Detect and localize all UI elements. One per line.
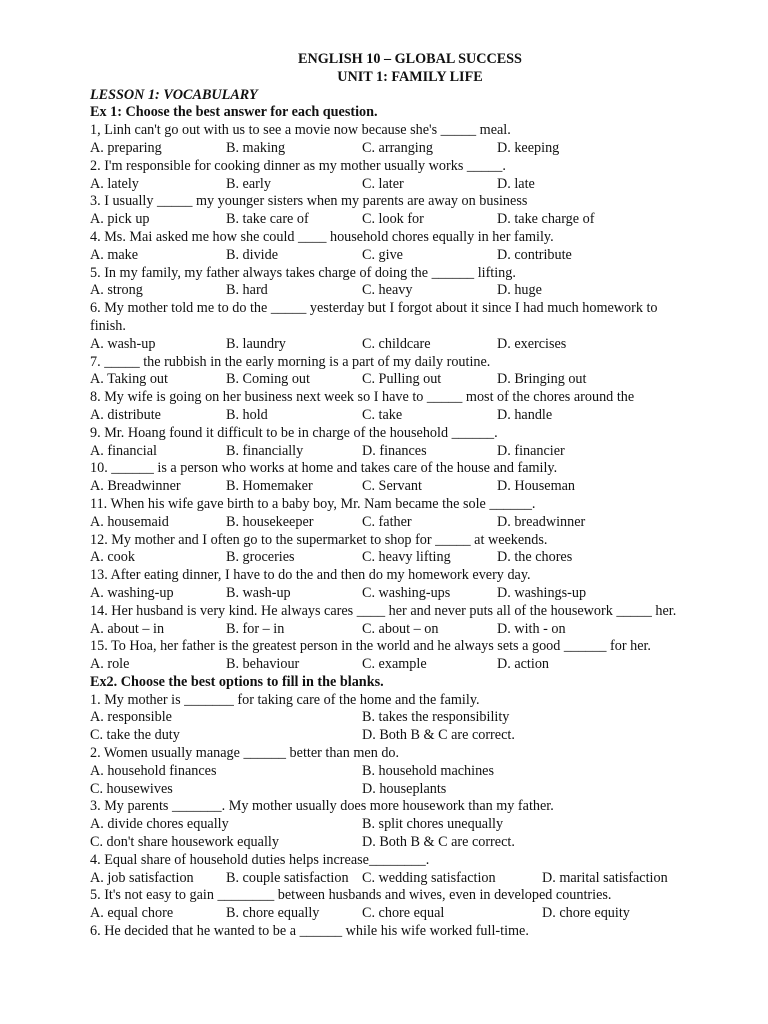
answer-option[interactable]: D. with - on: [497, 620, 566, 637]
question-text: 1. My mother is _______ for taking care of the home and the family.: [90, 691, 480, 708]
answer-options-row: [90, 371, 730, 389]
answer-option[interactable]: D. financier: [497, 442, 565, 459]
answer-option[interactable]: B. takes the responsibility: [362, 709, 510, 726]
answer-option[interactable]: A. strong: [90, 282, 143, 299]
question-text: 2. Women usually manage ______ better than men do.: [90, 745, 400, 762]
ex1-heading: Ex 1: Choose the best answer for each question.: [90, 104, 378, 121]
answer-options-row: [90, 816, 730, 834]
answer-options-row: [90, 336, 730, 354]
question-text: 3. My parents _______. My mother usually does more housework than my father.: [90, 798, 554, 815]
answer-option[interactable]: C. later: [362, 175, 404, 192]
ex2-question-list: [90, 692, 730, 941]
worksheet: [90, 51, 730, 941]
answer-option[interactable]: C. example: [362, 656, 427, 673]
answer-option[interactable]: A. pick up: [90, 211, 150, 228]
answer-option[interactable]: D. Bringing out: [497, 371, 587, 388]
answer-option[interactable]: B. Coming out: [226, 371, 310, 388]
question-text: finish.: [90, 317, 126, 334]
answer-option[interactable]: C. look for: [362, 211, 424, 228]
answer-option[interactable]: B. hard: [226, 282, 268, 299]
answer-option[interactable]: A. about – in: [90, 620, 165, 637]
ex2-heading: Ex2. Choose the best options to fill in the blanks.: [90, 673, 384, 690]
answer-option[interactable]: C. arranging: [362, 139, 433, 156]
answer-option[interactable]: B. take care of: [226, 211, 309, 228]
answer-options-row: [90, 247, 730, 265]
question-text: 12. My mother and I often go to the supermarket to shop for _____ at weekends.: [90, 531, 548, 548]
answer-option[interactable]: A. lately: [90, 175, 139, 192]
answer-option[interactable]: B. for – in: [226, 620, 285, 637]
answer-option[interactable]: B. split chores unequally: [362, 816, 504, 833]
lesson-title: LESSON 1: VOCABULARY: [90, 86, 258, 103]
answer-option[interactable]: C. Pulling out: [362, 371, 442, 388]
answer-option[interactable]: A. equal chore: [90, 905, 174, 922]
answer-option[interactable]: D. chore equity: [542, 905, 630, 922]
ex1-question-list: [90, 122, 730, 674]
answer-options-row: [90, 621, 730, 639]
answer-option[interactable]: D. contribute: [497, 246, 572, 263]
answer-option[interactable]: D. huge: [497, 282, 542, 299]
answer-option[interactable]: C. take the duty: [90, 727, 180, 744]
answer-option[interactable]: B. early: [226, 175, 271, 192]
question-text: 10. ______ is a person who works at home and takes care of the house and family.: [90, 460, 558, 477]
answer-option[interactable]: B. divide: [226, 246, 279, 263]
answer-option[interactable]: D. exercises: [497, 335, 567, 352]
answer-option[interactable]: A. make: [90, 246, 139, 263]
answer-options-row: [90, 709, 730, 727]
question-text: 5. In my family, my father always takes charge of doing the ______ lifting.: [90, 264, 516, 281]
answer-options-row: [90, 407, 730, 425]
answer-options-row: [90, 905, 730, 923]
answer-option[interactable]: D. washings-up: [497, 584, 587, 601]
answer-option[interactable]: C. Servant: [362, 478, 422, 495]
answer-option[interactable]: D. finances: [362, 442, 427, 459]
unit-title: UNIT 1: FAMILY LIFE: [337, 68, 483, 85]
question-text: 11. When his wife gave birth to a baby boy, Mr. Nam became the sole ______.: [90, 495, 536, 512]
answer-option[interactable]: D. keeping: [497, 139, 560, 156]
answer-option[interactable]: C. don't share housework equally: [90, 834, 279, 851]
answer-options-row: [90, 763, 730, 781]
answer-option[interactable]: C. father: [362, 513, 412, 530]
answer-option[interactable]: A. financial: [90, 442, 157, 459]
answer-option[interactable]: D. take charge of: [497, 211, 595, 228]
question-text: 9. Mr. Hoang found it difficult to be in charge of the household ______.: [90, 424, 498, 441]
question-text: 13. After eating dinner, I have to do the and then do my homework every day.: [90, 567, 531, 584]
question-text: 5. It's not easy to gain ________ between husbands and wives, even in developed countries.: [90, 887, 612, 904]
question-text: 4. Ms. Mai asked me how she could ____ household chores equally in her family.: [90, 228, 554, 245]
answer-options-row: [90, 727, 730, 745]
question-text: 15. To Hoa, her father is the greatest person in the world and he always sets a good ______ for her.: [90, 638, 651, 655]
question-text: 8. My wife is going on her business next week so I have to _____ most of the chores around the: [90, 389, 635, 406]
answer-option[interactable]: D. marital satisfaction: [542, 869, 668, 886]
answer-option[interactable]: C. take: [362, 406, 403, 423]
answer-options-row: [90, 211, 730, 229]
worksheet-title: ENGLISH 10 – GLOBAL SUCCESS: [298, 51, 522, 67]
answer-options-row: [90, 514, 730, 532]
answer-option[interactable]: D. Both B & C are correct.: [362, 727, 515, 744]
answer-option[interactable]: C. heavy: [362, 282, 413, 299]
answer-option[interactable]: B. making: [226, 139, 286, 156]
answer-options-row: [90, 282, 730, 300]
answer-option[interactable]: A. preparing: [90, 139, 162, 156]
question-text: 4. Equal share of household duties helps increase________.: [90, 851, 430, 868]
answer-option[interactable]: A. washing-up: [90, 584, 174, 601]
answer-option[interactable]: B. Homemaker: [226, 478, 313, 495]
answer-option[interactable]: B. behaviour: [226, 656, 300, 673]
answer-options-row: [90, 870, 730, 888]
answer-option[interactable]: B. chore equally: [226, 905, 320, 922]
answer-option[interactable]: C. washing-ups: [362, 584, 451, 601]
answer-option[interactable]: A. Taking out: [90, 371, 168, 388]
answer-option[interactable]: A. Breadwinner: [90, 478, 181, 495]
answer-option[interactable]: B. financially: [226, 442, 304, 459]
answer-option[interactable]: D. houseplants: [362, 780, 447, 797]
answer-option[interactable]: C. wedding satisfaction: [362, 869, 496, 886]
answer-option[interactable]: D. breadwinner: [497, 513, 586, 530]
answer-option[interactable]: D. the chores: [497, 549, 573, 566]
answer-option[interactable]: A. housemaid: [90, 513, 169, 530]
answer-option[interactable]: D. action: [497, 656, 550, 673]
answer-options-row: [90, 549, 730, 567]
question-text: 1, Linh can't go out with us to see a movie now because she's _____ meal.: [90, 122, 511, 139]
answer-options-row: [90, 443, 730, 461]
question-text: 3. I usually _____ my younger sisters when my parents are away on business: [90, 193, 528, 210]
question-text: 2. I'm responsible for cooking dinner as my mother usually works _____.: [90, 157, 506, 174]
answer-option[interactable]: D. Houseman: [497, 478, 576, 495]
answer-option[interactable]: D. Both B & C are correct.: [362, 834, 515, 851]
answer-option[interactable]: C. give: [362, 246, 403, 263]
answer-option[interactable]: C. about – on: [362, 620, 439, 637]
answer-option[interactable]: A. job satisfaction: [90, 869, 194, 886]
answer-options-row: [90, 478, 730, 496]
answer-option[interactable]: C. childcare: [362, 335, 431, 352]
question-text: 6. He decided that he wanted to be a ______ while his wife worked full-time.: [90, 923, 529, 940]
answer-option[interactable]: B. couple satisfaction: [226, 869, 349, 886]
answer-option[interactable]: D. late: [497, 175, 535, 192]
answer-options-row: [90, 656, 730, 674]
answer-option[interactable]: A. responsible: [90, 709, 172, 726]
answer-option[interactable]: D. handle: [497, 406, 553, 423]
question-text: 7. _____ the rubbish in the early morning is a part of my daily routine.: [90, 353, 491, 370]
answer-option[interactable]: B. wash-up: [226, 584, 291, 601]
answer-option[interactable]: B. housekeeper: [226, 513, 314, 530]
question-text: 14. Her husband is very kind. He always cares ____ her and never puts all of the housework _____ her.: [90, 602, 677, 619]
answer-option[interactable]: C. heavy lifting: [362, 549, 451, 566]
answer-option[interactable]: A. divide chores equally: [90, 816, 229, 833]
answer-option[interactable]: A. distribute: [90, 406, 161, 423]
answer-options-row: [90, 585, 730, 603]
question-text: 6. My mother told me to do the _____ yesterday but I forgot about it since I had much homework to: [90, 300, 658, 317]
answer-option[interactable]: B. hold: [226, 406, 268, 423]
answer-option[interactable]: B. household machines: [362, 762, 495, 779]
answer-option[interactable]: C. chore equal: [362, 905, 445, 922]
answer-options-row: [90, 140, 730, 158]
answer-options-row: [90, 176, 730, 194]
answer-option[interactable]: C. housewives: [90, 780, 173, 797]
answer-option[interactable]: B. groceries: [226, 549, 295, 566]
answer-option[interactable]: A. cook: [90, 549, 135, 566]
answer-option[interactable]: A. household finances: [90, 762, 217, 779]
answer-option[interactable]: A. wash-up: [90, 335, 156, 352]
answer-options-row: [90, 781, 730, 799]
answer-options-row: [90, 834, 730, 852]
answer-option[interactable]: B. laundry: [226, 335, 286, 352]
answer-option[interactable]: A. role: [90, 656, 130, 673]
